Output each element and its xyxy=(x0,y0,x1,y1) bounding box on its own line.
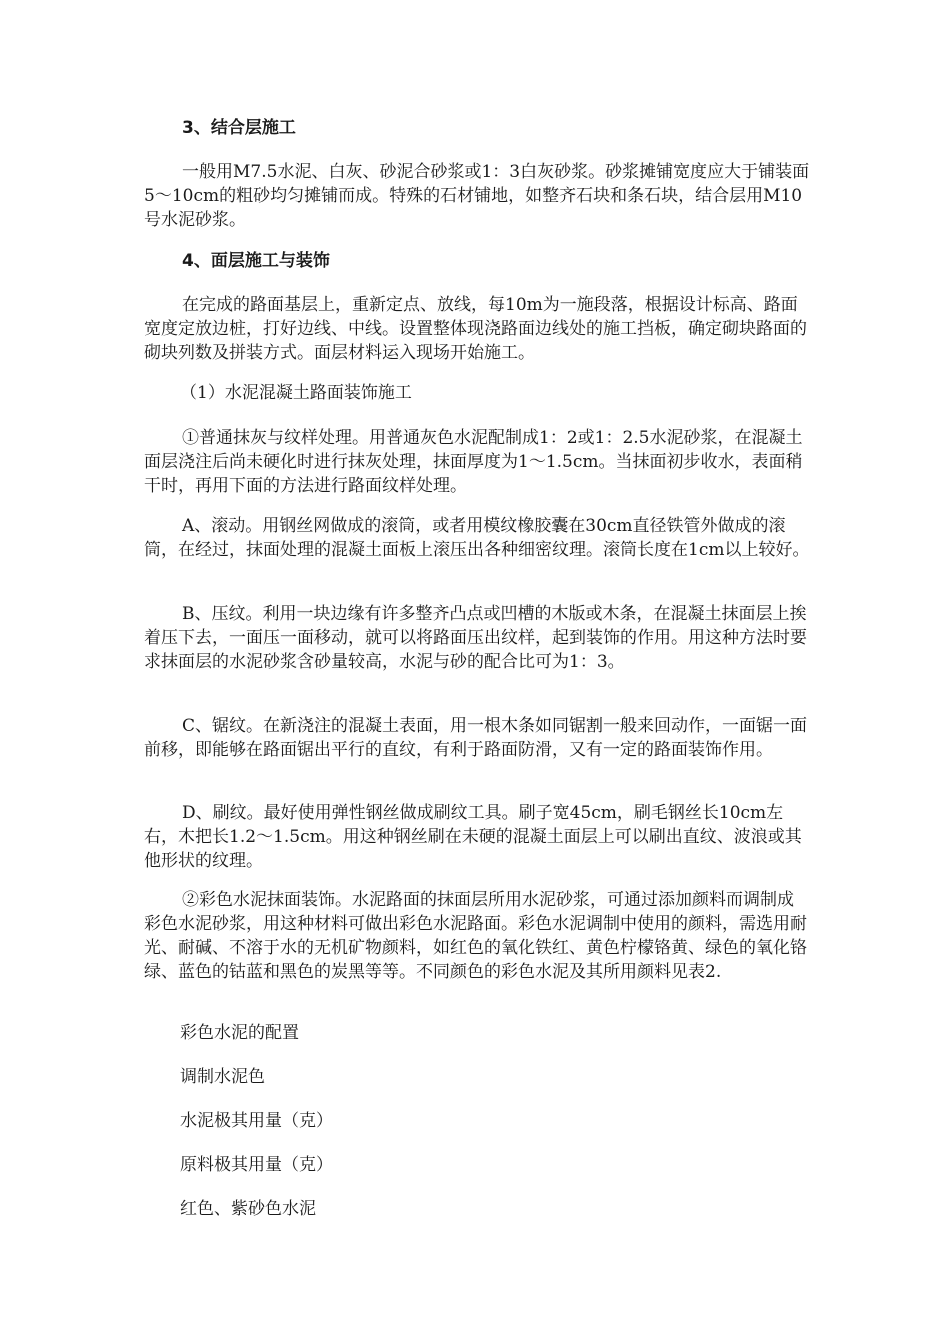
table-column-1: 调制水泥色 xyxy=(180,1067,265,1087)
table-caption: 彩色水泥的配置 xyxy=(180,1023,299,1043)
item-2-paragraph: ②彩色水泥抹面装饰。水泥路面的抹面层所用水泥砂浆，可通过添加颜料而调制成彩色水泥砂浆，用这种材料可做出彩色水泥路面。彩色水泥调制中使用的颜料，需选用耐光、耐碱、不溶于水的无机矿物颜料，如红色的氧化铁红、黄色柠檬铬黄、绿色的氧化铬绿、蓝色的钴蓝和黑色的炭黑等等。不同颜色的彩色水泥及其所用颜料见表2. xyxy=(144,890,807,982)
item-b-paragraph: B、压纹。利用一块边缘有许多整齐凸点或凹槽的木版或木条，在混凝土抹面层上挨着压下去，一面压一面移动，就可以将路面压出纹样，起到装饰的作用。用这种方法时要求抹面层的水泥砂浆含砂量较高，水泥与砂的配合比可为1：3。 xyxy=(144,604,807,672)
section-3-heading: 3、结合层施工 xyxy=(182,118,296,138)
table-row-1: 红色、紫砂色水泥 xyxy=(180,1199,316,1219)
item-a-paragraph: A、滚动。用钢丝网做成的滚筒，或者用模纹橡胶囊在30cm直径铁管外做成的滚筒，在经过，抹面处理的混凝土面板上滚压出各种细密纹理。滚筒长度在1cm以上较好。 xyxy=(144,516,810,560)
subsection-1-heading: （1）水泥混凝土路面装饰施工 xyxy=(180,383,412,403)
item-1-paragraph: ①普通抹灰与纹样处理。用普通灰色水泥配制成1：2或1：2.5水泥砂浆，在混凝土面层浇注后尚未硬化时进行抹灰处理，抹面厚度为1～1.5cm。当抹面初步收水，表面稍干时，再用下面的方法进行路面纹样处理。 xyxy=(144,428,803,496)
section-4-paragraph: 在完成的路面基层上，重新定点、放线，每10m为一施段落，根据设计标高、路面宽度定放边桩，打好边线、中线。设置整体现浇路面边线处的施工挡板，确定砌块路面的砌块列数及拼装方式。面层材料运入现场开始施工。 xyxy=(144,295,807,363)
item-d-paragraph: D、刷纹。最好使用弹性钢丝做成刷纹工具。刷子宽45cm，刷毛钢丝长10cm左右，木把长1.2～1.5cm。用这种钢丝刷在未硬的混凝土面层上可以刷出直纹、波浪或其他形状的纹理。 xyxy=(144,803,802,871)
section-4-heading: 4、面层施工与装饰 xyxy=(182,251,330,271)
table-column-3: 原料极其用量（克） xyxy=(180,1155,333,1175)
item-c-paragraph: C、锯纹。在新浇注的混凝土表面，用一根木条如同锯割一般来回动作，一面锯一面前移，即能够在路面锯出平行的直纹，有利于路面防滑，又有一定的路面装饰作用。 xyxy=(144,716,808,760)
section-3-paragraph: 一般用M7.5水泥、白灰、砂泥合砂浆或1：3白灰砂浆。砂浆摊铺宽度应大于铺装面5～10cm的粗砂均匀摊铺而成。特殊的石材铺地，如整齐石块和条石块，结合层用M10号水泥砂浆。 xyxy=(144,162,810,230)
table-column-2: 水泥极其用量（克） xyxy=(180,1111,333,1131)
